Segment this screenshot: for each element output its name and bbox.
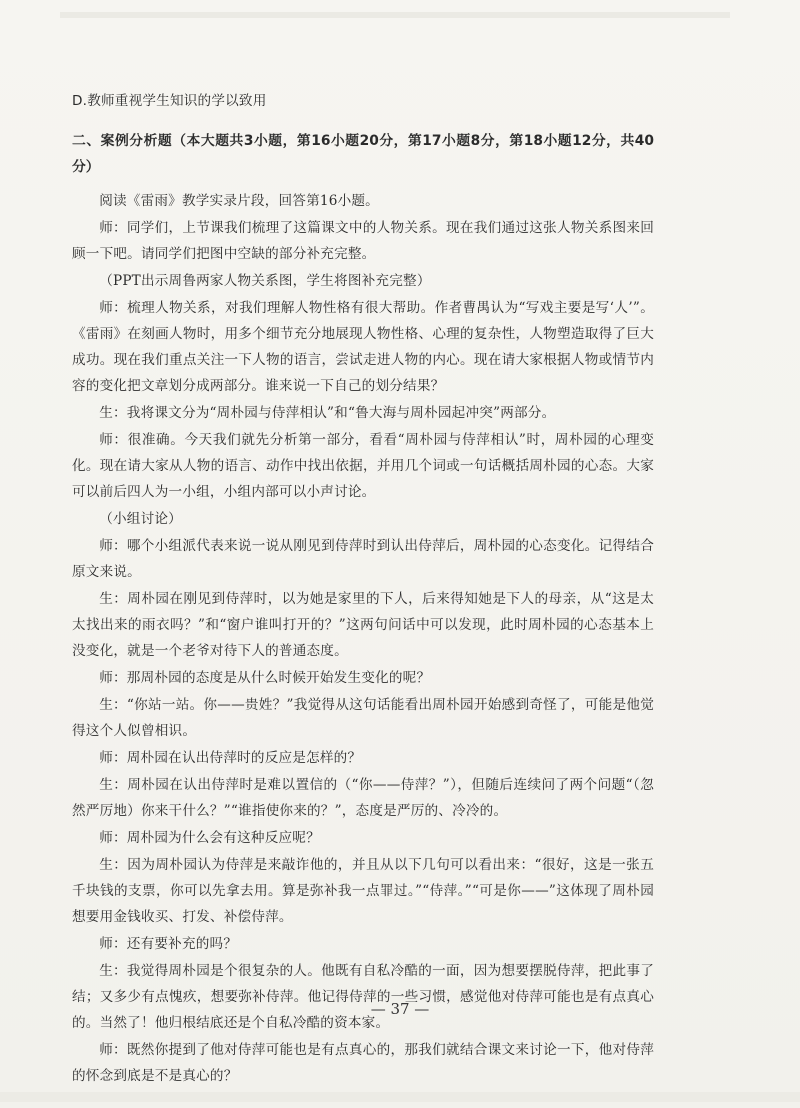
- section-heading: 二、案例分析题（本大题共3小题，第16小题20分，第17小题8分，第18小题12分，共40分）: [72, 133, 654, 175]
- paragraph: 师：哪个小组派代表来说一说从刚见到侍萍时到认出侍萍后，周朴园的心态变化。记得结合原文来说。: [72, 538, 654, 580]
- paragraph: 生：周朴园在刚见到侍萍时，以为她是家里的下人，后来得知她是下人的母亲，从“这是太太找出来的雨衣吗？”和“窗户谁叫打开的？”这两句问话中可以发现，此时周朴园的心态基本上没变化，就是一个老爷对待下人的普通态度。: [72, 591, 654, 659]
- paragraph: 生：周朴园在认出侍萍时是难以置信的（“你——侍萍？”），但随后连续问了两个问题“（忽然严厉地）你来干什么？”“谁指使你来的？”，态度是严厉的、冷冷的。: [72, 777, 654, 819]
- scan-edge-bottom: [0, 1092, 800, 1102]
- paragraph: 师：那周朴园的态度是从什么时候开始发生变化的呢？: [99, 670, 431, 686]
- paragraph: 师：很准确。今天我们就先分析第一部分，看看“周朴园与侍萍相认”时，周朴园的心理变化。现在请大家从人物的语言、动作中找出依据，并用几个词或一句话概括周朴园的心态。大家可以前后四人为一小组，小组内部可以小声讨论。: [72, 432, 654, 500]
- paragraph: 师：同学们，上节课我们梳理了这篇课文中的人物关系。现在我们通过这张人物关系图来回顾一下吧。请同学们把图中空缺的部分补充完整。: [72, 220, 654, 262]
- choice-option-d: D.教师重视学生知识的学以致用: [72, 93, 267, 109]
- paragraph: 师：梳理人物关系，对我们理解人物性格有很大帮助。作者曹禺认为“写戏主要是写‘人’”。《雷雨》在刻画人物时，用多个细节充分地展现人物性格、心理的复杂性，人物塑造取得了巨大成功。现在我们重点关注一下人物的语言，尝试走进人物的内心。现在请大家根据人物或情节内容的变化把文章划分成两部分。谁来说一下自己的划分结果？: [72, 300, 654, 394]
- paragraph: 生：我将课文分为“周朴园与侍萍相认”和“鲁大海与周朴园起冲突”两部分。: [99, 405, 556, 421]
- paragraph: 师：周朴园为什么会有这种反应呢？: [99, 830, 320, 846]
- paragraph: 生：因为周朴园认为侍萍是来敲诈他的，并且从以下几句可以看出来：“很好，这是一张五千块钱的支票，你可以先拿去用。算是弥补我一点罪过。”“侍萍。”“可是你——”这体现了周朴园想要用金钱收买、打发、补偿侍萍。: [72, 857, 654, 925]
- page-number: — 37 —: [370, 1000, 430, 1018]
- paragraph: 师：既然你提到了他对侍萍可能也是有点真心的，那我们就结合课文来讨论一下，他对侍萍的怀念到底是不是真心的？: [72, 1042, 654, 1084]
- paragraph: 师：周朴园在认出侍萍时的反应是怎样的？: [99, 750, 362, 766]
- paragraph: 生：我觉得周朴园是个很复杂的人。他既有自私冷酷的一面，因为想要摆脱侍萍，把此事了结；又多少有点愧疚，想要弥补侍萍。他记得侍萍的一些习惯，感觉他对侍萍可能也是有点真心的。当然了！他归根结底还是个自私冷酷的资本家。: [72, 963, 654, 1031]
- page-content: [72, 88, 654, 1090]
- paragraph: （小组讨论）: [99, 511, 182, 527]
- paragraph: 师：还有要补充的吗？: [99, 936, 238, 952]
- paragraph: 阅读《雷雨》教学实录片段，回答第16小题。: [99, 193, 379, 209]
- paragraph: （PPT出示周鲁两家人物关系图，学生将图补充完整）: [99, 273, 431, 289]
- scan-edge-top: [60, 12, 730, 18]
- paragraph: 生：“你站一站。你——贵姓？”我觉得从这句话能看出周朴园开始感到奇怪了，可能是他觉得这个人似曾相识。: [72, 697, 654, 739]
